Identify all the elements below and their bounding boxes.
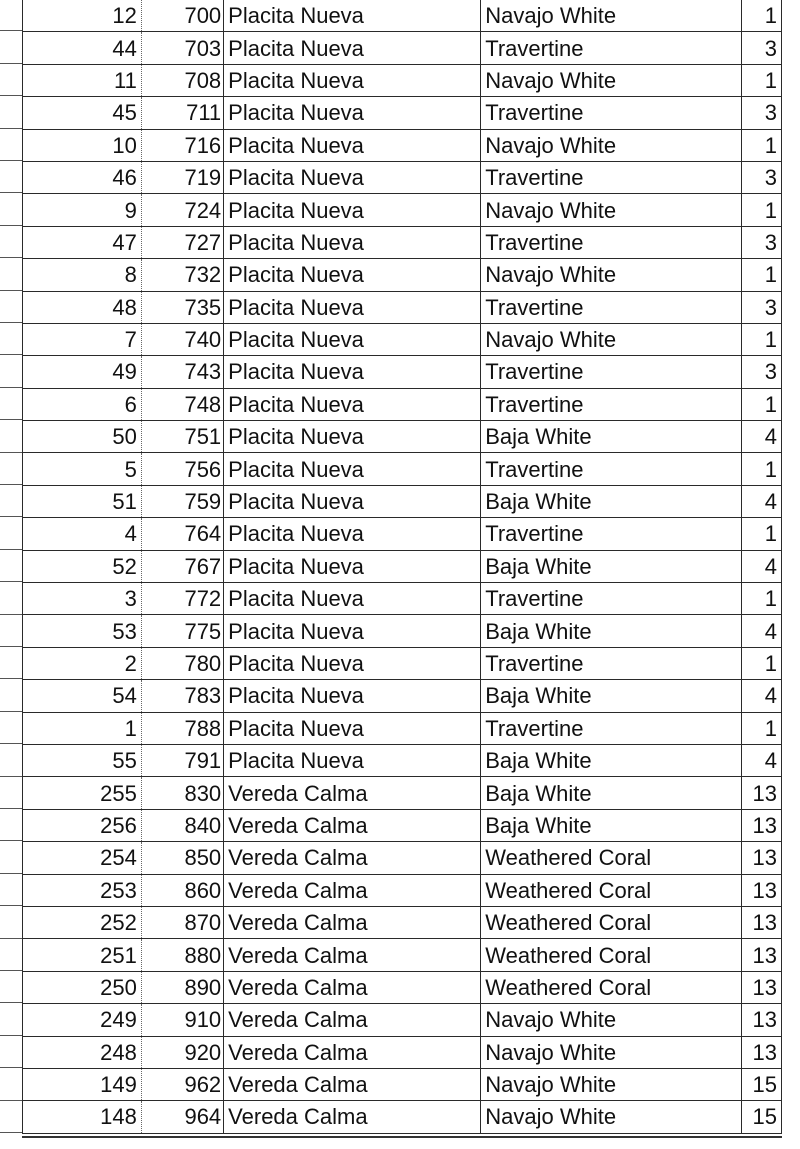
paint-color-cell: Baja White xyxy=(481,744,742,776)
margin-rule xyxy=(0,516,22,517)
scheme-number-cell: 4 xyxy=(742,615,782,647)
margin-rule xyxy=(0,354,22,355)
house-number-cell: 788 xyxy=(141,712,223,744)
house-number-cell: 840 xyxy=(141,809,223,841)
paint-color-cell: Navajo White xyxy=(481,259,742,291)
lot-cell: 55 xyxy=(23,744,142,776)
paint-color-cell: Travertine xyxy=(481,388,742,420)
table-row xyxy=(23,1004,782,1036)
scheme-number-cell: 13 xyxy=(742,971,782,1003)
table-row xyxy=(23,712,782,744)
scheme-number-cell: 3 xyxy=(742,356,782,388)
paint-color-cell: Navajo White xyxy=(481,129,742,161)
street-cell: Placita Nueva xyxy=(224,32,481,64)
scheme-number-cell: 1 xyxy=(742,453,782,485)
margin-rule xyxy=(0,776,22,777)
house-number-cell: 751 xyxy=(141,421,223,453)
table-row xyxy=(23,744,782,776)
margin-rule xyxy=(0,873,22,874)
street-cell: Placita Nueva xyxy=(224,453,481,485)
house-number-cell: 764 xyxy=(141,518,223,550)
table-row xyxy=(23,0,782,32)
margin-rule xyxy=(0,1002,22,1003)
table-row xyxy=(23,226,782,258)
street-cell: Placita Nueva xyxy=(224,712,481,744)
lot-cell: 1 xyxy=(23,712,142,744)
lot-cell: 48 xyxy=(23,291,142,323)
scheme-number-cell: 13 xyxy=(742,809,782,841)
margin-rule xyxy=(0,192,22,193)
paint-color-cell: Weathered Coral xyxy=(481,906,742,938)
paint-color-cell: Navajo White xyxy=(481,1068,742,1100)
paint-color-cell: Baja White xyxy=(481,809,742,841)
table-row xyxy=(23,680,782,712)
house-number-cell: 727 xyxy=(141,226,223,258)
table-bottom-rule xyxy=(22,1136,782,1138)
scheme-number-cell: 15 xyxy=(742,1101,782,1133)
margin-rule xyxy=(0,452,22,453)
paint-color-cell: Travertine xyxy=(481,518,742,550)
lot-cell: 45 xyxy=(23,97,142,129)
paint-color-cell: Weathered Coral xyxy=(481,842,742,874)
margin-rule xyxy=(0,63,22,64)
street-cell: Placita Nueva xyxy=(224,485,481,517)
paint-color-cell: Travertine xyxy=(481,583,742,615)
margin-rule xyxy=(0,95,22,96)
margin-rule xyxy=(0,1132,22,1133)
paint-color-cell: Travertine xyxy=(481,226,742,258)
scheme-number-cell: 13 xyxy=(742,1036,782,1068)
margin-rule xyxy=(0,970,22,971)
lot-cell: 256 xyxy=(23,809,142,841)
lot-cell: 49 xyxy=(23,356,142,388)
house-number-cell: 780 xyxy=(141,647,223,679)
street-cell: Placita Nueva xyxy=(224,647,481,679)
lot-cell: 6 xyxy=(23,388,142,420)
street-cell: Placita Nueva xyxy=(224,356,481,388)
house-number-cell: 850 xyxy=(141,842,223,874)
street-cell: Placita Nueva xyxy=(224,97,481,129)
scheme-number-cell: 1 xyxy=(742,64,782,96)
street-cell: Vereda Calma xyxy=(224,906,481,938)
scheme-number-cell: 1 xyxy=(742,388,782,420)
scheme-number-cell: 1 xyxy=(742,518,782,550)
lot-cell: 2 xyxy=(23,647,142,679)
house-number-cell: 772 xyxy=(141,583,223,615)
house-number-cell: 775 xyxy=(141,615,223,647)
table-row xyxy=(23,32,782,64)
scheme-number-cell: 4 xyxy=(742,744,782,776)
house-number-cell: 860 xyxy=(141,874,223,906)
paint-color-cell: Weathered Coral xyxy=(481,971,742,1003)
margin-rule xyxy=(0,808,22,809)
scheme-number-cell: 15 xyxy=(742,1068,782,1100)
margin-rule xyxy=(0,581,22,582)
lot-cell: 251 xyxy=(23,939,142,971)
street-cell: Vereda Calma xyxy=(224,1101,481,1133)
street-cell: Placita Nueva xyxy=(224,323,481,355)
street-cell: Placita Nueva xyxy=(224,259,481,291)
paint-color-cell: Baja White xyxy=(481,421,742,453)
lot-cell: 9 xyxy=(23,194,142,226)
table-row xyxy=(23,906,782,938)
paint-color-cell: Baja White xyxy=(481,615,742,647)
table-row xyxy=(23,97,782,129)
scheme-number-cell: 1 xyxy=(742,129,782,161)
lot-cell: 248 xyxy=(23,1036,142,1068)
table-row xyxy=(23,129,782,161)
street-cell: Vereda Calma xyxy=(224,777,481,809)
lot-cell: 54 xyxy=(23,680,142,712)
scheme-number-cell: 1 xyxy=(742,194,782,226)
margin-rule xyxy=(0,711,22,712)
margin-rule xyxy=(0,257,22,258)
table-row xyxy=(23,1036,782,1068)
paint-color-cell: Navajo White xyxy=(481,194,742,226)
house-number-cell: 964 xyxy=(141,1101,223,1133)
house-number-cell: 920 xyxy=(141,1036,223,1068)
table-row xyxy=(23,939,782,971)
table-row xyxy=(23,874,782,906)
scheme-number-cell: 3 xyxy=(742,32,782,64)
paint-color-cell: Navajo White xyxy=(481,0,742,32)
margin-rule xyxy=(0,387,22,388)
table-row xyxy=(23,291,782,323)
house-number-cell: 767 xyxy=(141,550,223,582)
lot-cell: 50 xyxy=(23,421,142,453)
margin-rule xyxy=(0,614,22,615)
lot-cell: 7 xyxy=(23,323,142,355)
table-body xyxy=(23,0,782,1133)
table-row xyxy=(23,647,782,679)
street-cell: Vereda Calma xyxy=(224,939,481,971)
street-cell: Placita Nueva xyxy=(224,129,481,161)
paint-color-cell: Navajo White xyxy=(481,1004,742,1036)
street-cell: Placita Nueva xyxy=(224,615,481,647)
house-number-cell: 735 xyxy=(141,291,223,323)
house-number-cell: 910 xyxy=(141,1004,223,1036)
lot-cell: 51 xyxy=(23,485,142,517)
house-number-cell: 880 xyxy=(141,939,223,971)
scheme-number-cell: 1 xyxy=(742,0,782,32)
street-cell: Vereda Calma xyxy=(224,1068,481,1100)
lot-cell: 250 xyxy=(23,971,142,1003)
lot-cell: 46 xyxy=(23,161,142,193)
table-row xyxy=(23,550,782,582)
margin-rule xyxy=(0,419,22,420)
table-row xyxy=(23,259,782,291)
table-row xyxy=(23,388,782,420)
street-cell: Placita Nueva xyxy=(224,388,481,420)
house-number-cell: 830 xyxy=(141,777,223,809)
margin-rule xyxy=(0,322,22,323)
paint-color-cell: Baja White xyxy=(481,550,742,582)
street-cell: Placita Nueva xyxy=(224,550,481,582)
scheme-number-cell: 4 xyxy=(742,550,782,582)
lot-cell: 12 xyxy=(23,0,142,32)
house-number-cell: 890 xyxy=(141,971,223,1003)
street-cell: Placita Nueva xyxy=(224,0,481,32)
house-number-cell: 791 xyxy=(141,744,223,776)
street-cell: Placita Nueva xyxy=(224,518,481,550)
house-number-cell: 783 xyxy=(141,680,223,712)
table-row xyxy=(23,356,782,388)
paint-color-cell: Travertine xyxy=(481,97,742,129)
scheme-number-cell: 4 xyxy=(742,485,782,517)
street-cell: Vereda Calma xyxy=(224,809,481,841)
lot-cell: 255 xyxy=(23,777,142,809)
scheme-number-cell: 13 xyxy=(742,842,782,874)
margin-rule xyxy=(0,646,22,647)
lot-cell: 44 xyxy=(23,32,142,64)
paint-color-cell: Travertine xyxy=(481,32,742,64)
street-cell: Placita Nueva xyxy=(224,291,481,323)
street-cell: Placita Nueva xyxy=(224,744,481,776)
table-row xyxy=(23,64,782,96)
scheme-number-cell: 13 xyxy=(742,906,782,938)
lot-cell: 249 xyxy=(23,1004,142,1036)
scheme-number-cell: 3 xyxy=(742,291,782,323)
lot-cell: 252 xyxy=(23,906,142,938)
scheme-number-cell: 4 xyxy=(742,421,782,453)
house-number-cell: 724 xyxy=(141,194,223,226)
paint-color-cell: Navajo White xyxy=(481,1101,742,1133)
street-cell: Vereda Calma xyxy=(224,1004,481,1036)
scheme-number-cell: 4 xyxy=(742,680,782,712)
margin-rule xyxy=(0,30,22,31)
margin-rule xyxy=(0,1035,22,1036)
lot-cell: 47 xyxy=(23,226,142,258)
house-number-cell: 700 xyxy=(141,0,223,32)
house-number-cell: 748 xyxy=(141,388,223,420)
paint-color-cell: Travertine xyxy=(481,161,742,193)
lot-cell: 149 xyxy=(23,1068,142,1100)
lot-cell: 4 xyxy=(23,518,142,550)
scheme-number-cell: 1 xyxy=(742,647,782,679)
house-number-cell: 759 xyxy=(141,485,223,517)
lot-cell: 53 xyxy=(23,615,142,647)
house-number-cell: 716 xyxy=(141,129,223,161)
street-cell: Vereda Calma xyxy=(224,842,481,874)
scheme-number-cell: 13 xyxy=(742,939,782,971)
scheme-number-cell: 1 xyxy=(742,712,782,744)
street-cell: Vereda Calma xyxy=(224,1036,481,1068)
color-schedule-table xyxy=(22,0,782,1134)
house-number-cell: 962 xyxy=(141,1068,223,1100)
table-row xyxy=(23,583,782,615)
table-row xyxy=(23,194,782,226)
margin-rule xyxy=(0,1067,22,1068)
margin-rule xyxy=(0,549,22,550)
table-row xyxy=(23,615,782,647)
paint-color-cell: Travertine xyxy=(481,647,742,679)
scheme-number-cell: 3 xyxy=(742,226,782,258)
paint-color-cell: Weathered Coral xyxy=(481,874,742,906)
margin-rule xyxy=(0,128,22,129)
lot-cell: 254 xyxy=(23,842,142,874)
paint-color-cell: Travertine xyxy=(481,356,742,388)
house-number-cell: 703 xyxy=(141,32,223,64)
house-number-cell: 708 xyxy=(141,64,223,96)
scheme-number-cell: 13 xyxy=(742,874,782,906)
lot-cell: 8 xyxy=(23,259,142,291)
table-row xyxy=(23,421,782,453)
table-row xyxy=(23,1101,782,1133)
margin-rule xyxy=(0,678,22,679)
lot-cell: 148 xyxy=(23,1101,142,1133)
paint-color-cell: Navajo White xyxy=(481,64,742,96)
street-cell: Vereda Calma xyxy=(224,971,481,1003)
lot-cell: 52 xyxy=(23,550,142,582)
scheme-number-cell: 1 xyxy=(742,323,782,355)
table-row xyxy=(23,518,782,550)
table-row xyxy=(23,842,782,874)
table-row xyxy=(23,1068,782,1100)
table-row xyxy=(23,161,782,193)
street-cell: Placita Nueva xyxy=(224,583,481,615)
street-cell: Placita Nueva xyxy=(224,161,481,193)
paint-color-cell: Weathered Coral xyxy=(481,939,742,971)
paint-color-cell: Baja White xyxy=(481,777,742,809)
table-row xyxy=(23,453,782,485)
table-row xyxy=(23,485,782,517)
paint-color-cell: Baja White xyxy=(481,680,742,712)
lot-cell: 3 xyxy=(23,583,142,615)
street-cell: Placita Nueva xyxy=(224,421,481,453)
street-cell: Placita Nueva xyxy=(224,64,481,96)
margin-rule xyxy=(0,938,22,939)
margin-rule xyxy=(0,905,22,906)
scheme-number-cell: 13 xyxy=(742,1004,782,1036)
house-number-cell: 711 xyxy=(141,97,223,129)
paint-color-cell: Baja White xyxy=(481,485,742,517)
paint-color-cell: Navajo White xyxy=(481,1036,742,1068)
paint-color-cell: Navajo White xyxy=(481,323,742,355)
house-number-cell: 740 xyxy=(141,323,223,355)
paint-color-cell: Travertine xyxy=(481,712,742,744)
scheme-number-cell: 3 xyxy=(742,161,782,193)
margin-rule xyxy=(0,290,22,291)
house-number-cell: 719 xyxy=(141,161,223,193)
house-number-cell: 756 xyxy=(141,453,223,485)
street-cell: Placita Nueva xyxy=(224,194,481,226)
paint-color-cell: Travertine xyxy=(481,453,742,485)
margin-rule xyxy=(0,743,22,744)
lot-cell: 11 xyxy=(23,64,142,96)
scheme-number-cell: 3 xyxy=(742,97,782,129)
margin-rule xyxy=(0,225,22,226)
scheme-number-cell: 1 xyxy=(742,259,782,291)
lot-cell: 10 xyxy=(23,129,142,161)
scheme-number-cell: 13 xyxy=(742,777,782,809)
lot-cell: 253 xyxy=(23,874,142,906)
street-cell: Placita Nueva xyxy=(224,226,481,258)
house-number-cell: 870 xyxy=(141,906,223,938)
margin-rule xyxy=(0,160,22,161)
margin-rule xyxy=(0,1100,22,1101)
paint-color-cell: Travertine xyxy=(481,291,742,323)
margin-rule xyxy=(0,484,22,485)
street-cell: Vereda Calma xyxy=(224,874,481,906)
table-row xyxy=(23,777,782,809)
lot-cell: 5 xyxy=(23,453,142,485)
house-number-cell: 743 xyxy=(141,356,223,388)
table-row xyxy=(23,323,782,355)
table-row xyxy=(23,809,782,841)
table-row xyxy=(23,971,782,1003)
margin-rule xyxy=(0,840,22,841)
house-number-cell: 732 xyxy=(141,259,223,291)
street-cell: Placita Nueva xyxy=(224,680,481,712)
scheme-number-cell: 1 xyxy=(742,583,782,615)
